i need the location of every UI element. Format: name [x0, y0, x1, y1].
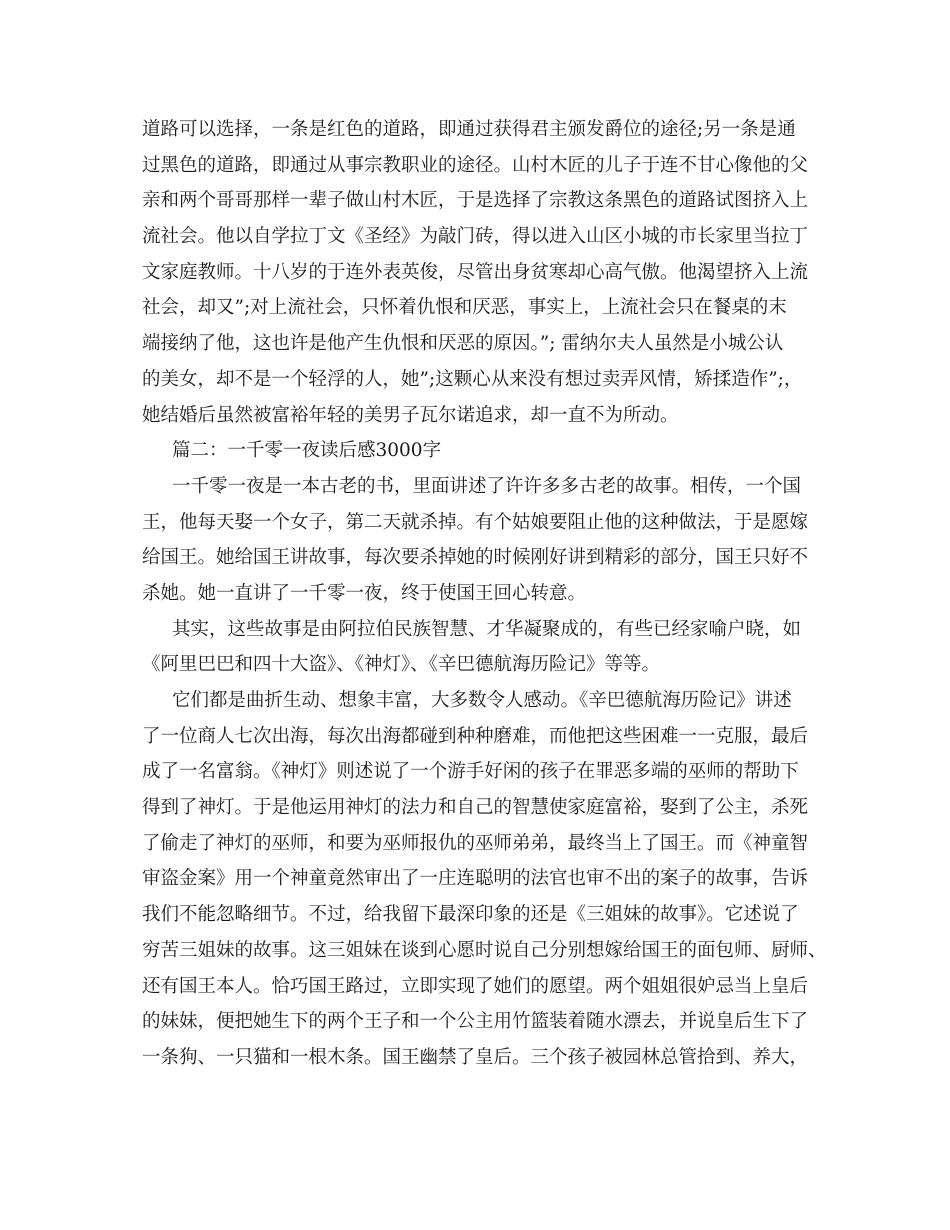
text-line: 还有国王本人。恰巧国王路过，立即实现了她们的愿望。两个姐姐很妒忌当上皇后 [142, 975, 809, 997]
text-line: 端接纳了他，这也许是他产生仇恨和厌恶的原因。”; 雷纳尔夫人虽然是小城公认 [142, 333, 784, 355]
document-body [142, 112, 827, 1076]
text-line: 文家庭教师。十八岁的于连外表英俊，尽管出身贫寒却心高气傲。他渴望挤入上流 [142, 261, 809, 283]
text-line: 王，他每天娶一个女子，第二天就杀掉。有个姑娘要阻止他的这种做法，于是愿嫁 [142, 511, 809, 533]
text-line: 社会，却又”;对上流社会，只怀着仇恨和厌恶，事实上，上流社会只在餐桌的末 [142, 297, 787, 319]
text-line: 她结婚后虽然被富裕年轻的美男子瓦尔诺追求，却一直不为所动。 [142, 404, 679, 426]
text-line: 一条狗、一只猫和一根木条。国王幽禁了皇后。三个孩子被园林总管拾到、养大， [142, 1046, 809, 1068]
text-line: 过黑色的道路，即通过从事宗教职业的途径。山村木匠的儿子于连不甘心像他的父 [142, 154, 809, 176]
text-line: 亲和两个哥哥那样一辈子做山村木匠，于是选择了宗教这条黑色的道路试图挤入上 [142, 190, 809, 212]
text-line: 篇二：一千零一夜读后感3000字 [172, 440, 442, 462]
text-line: 我们不能忽略细节。不过，给我留下最深印象的还是《三姐妹的故事》。它述说了 [142, 904, 799, 926]
text-line: 的妹妹，便把她生下的两个王子和一个公主用竹篮装着随水漂去，并说皇后生下了 [142, 1011, 809, 1033]
text-line: 得到了神灯。于是他运用神灯的法力和自己的智慧使家庭富裕，娶到了公主，杀死 [142, 797, 809, 819]
text-line: 成了一名富翁。《神灯》则述说了一个游手好闲的孩子在罪恶多端的巫师的帮助下 [142, 761, 799, 783]
text-line: 穷苦三姐妹的故事。这三姐妹在谈到心愿时说自己分别想嫁给国王的面包师、厨师、 [142, 939, 827, 961]
text-line: 给国王。她给国王讲故事，每次要杀掉她的时候刚好讲到精彩的部分，国王只好不 [142, 547, 809, 569]
text-line: 审盗金案》用一个神童竟然审出了一庄连聪明的法官也审不出的案子的故事，告诉 [142, 868, 809, 890]
text-line: 它们都是曲折生动、想象丰富，大多数令人感动。《辛巴德航海历险记》讲述 [172, 690, 792, 711]
text-line: 道路可以选择，一条是红色的道路，即通过获得君主颁发爵位的途径;另一条是通 [142, 119, 796, 140]
text-line: 一千零一夜是一本古老的书，里面讲述了许许多多古老的故事。相传，一个国 [172, 475, 802, 497]
text-line: 的美女，却不是一个轻浮的人，她”;这颗心从来没有想过卖弄风情，矫揉造作”;， [142, 368, 803, 390]
text-line: 其实，这些故事是由阿拉伯民族智慧、才华凝聚成的，有些已经家喻户晓，如 [172, 618, 802, 640]
text-line: 杀她。她一直讲了一千零一夜，终于使国王回心转意。 [142, 582, 587, 604]
text-line: 《阿里巴巴和四十大盗》、《神灯》、《辛巴德航海历险记》等等。 [142, 654, 661, 676]
text-line: 了一位商人七次出海，每次出海都碰到种种磨难，而他把这些困难一一克服，最后 [142, 725, 809, 747]
text-line: 流社会。他以自学拉丁文《圣经》为敲门砖，得以进入山区小城的市长家里当拉丁 [142, 226, 809, 248]
text-line: 了偷走了神灯的巫师，和要为巫师报仇的巫师弟弟，最终当上了国王。而《神童智 [142, 832, 809, 854]
